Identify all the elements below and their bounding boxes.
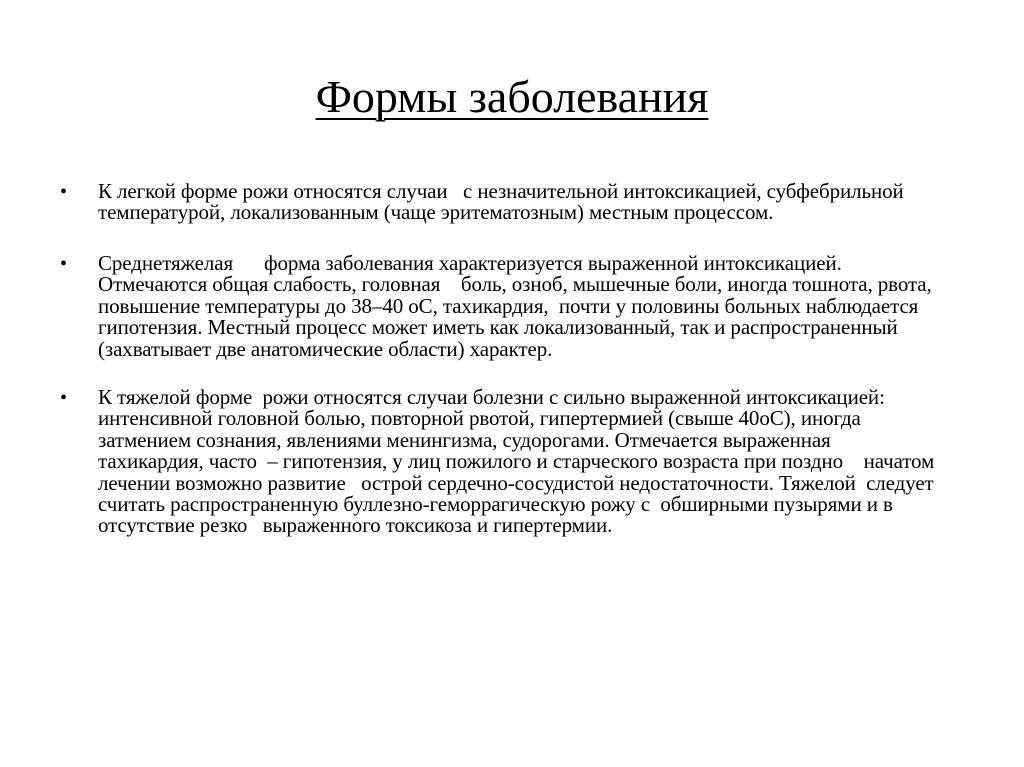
slide-title: Формы заболевания	[315, 71, 709, 122]
text-line: Отмечаются общая слабость, головная боль, озноб, мышечные боли, иногда тошнота, рвота,	[98, 272, 932, 297]
text-line: Среднетяжелая форма заболевания характеризуется выраженной интоксикацией.	[98, 251, 842, 275]
text-line: К легкой форме рожи относятся случаи с незначительной интоксикацией, субфебрильной	[98, 179, 904, 203]
text-line: температурой, локализованным (чаще эритематозным) местным процессом.	[98, 200, 774, 225]
text-line: затмением сознания, явлениями менингизма, судорогами. Отмечается выраженная	[98, 427, 831, 452]
text-line: К тяжелой форме рожи относятся случаи болезни с сильно выраженной интоксикацией:	[98, 385, 885, 409]
text-line: гипотензия. Местный процесс может иметь как локализованный, так и распространенный	[98, 315, 898, 340]
bullet-icon: •	[60, 387, 68, 409]
text-line: считать распространенную буллезно-геморрагическую рожу с обширными пузырями и в	[98, 492, 893, 517]
bullet-icon: •	[60, 253, 68, 275]
text-line: лечении возможно развитие острой сердечно-сосудистой недостаточности. Тяжелой следует	[98, 470, 934, 495]
bullet-icon: •	[60, 181, 68, 203]
text-line: интенсивной головной болью, повторной рвотой, гипертермией (свыше 40оС), иногда	[98, 406, 861, 431]
text-line: тахикардия, часто – гипотензия, у лиц пожилого и старческого возраста при поздно начатом	[98, 449, 935, 474]
text-line: отсутствие резко выраженного токсикоза и гипертермии.	[98, 513, 613, 538]
text-line: повышение температуры до 38–40 оС, тахикардия, почти у половины больных наблюдается	[98, 293, 919, 318]
text-line: (захватывает две анатомические области) характер.	[98, 336, 553, 361]
